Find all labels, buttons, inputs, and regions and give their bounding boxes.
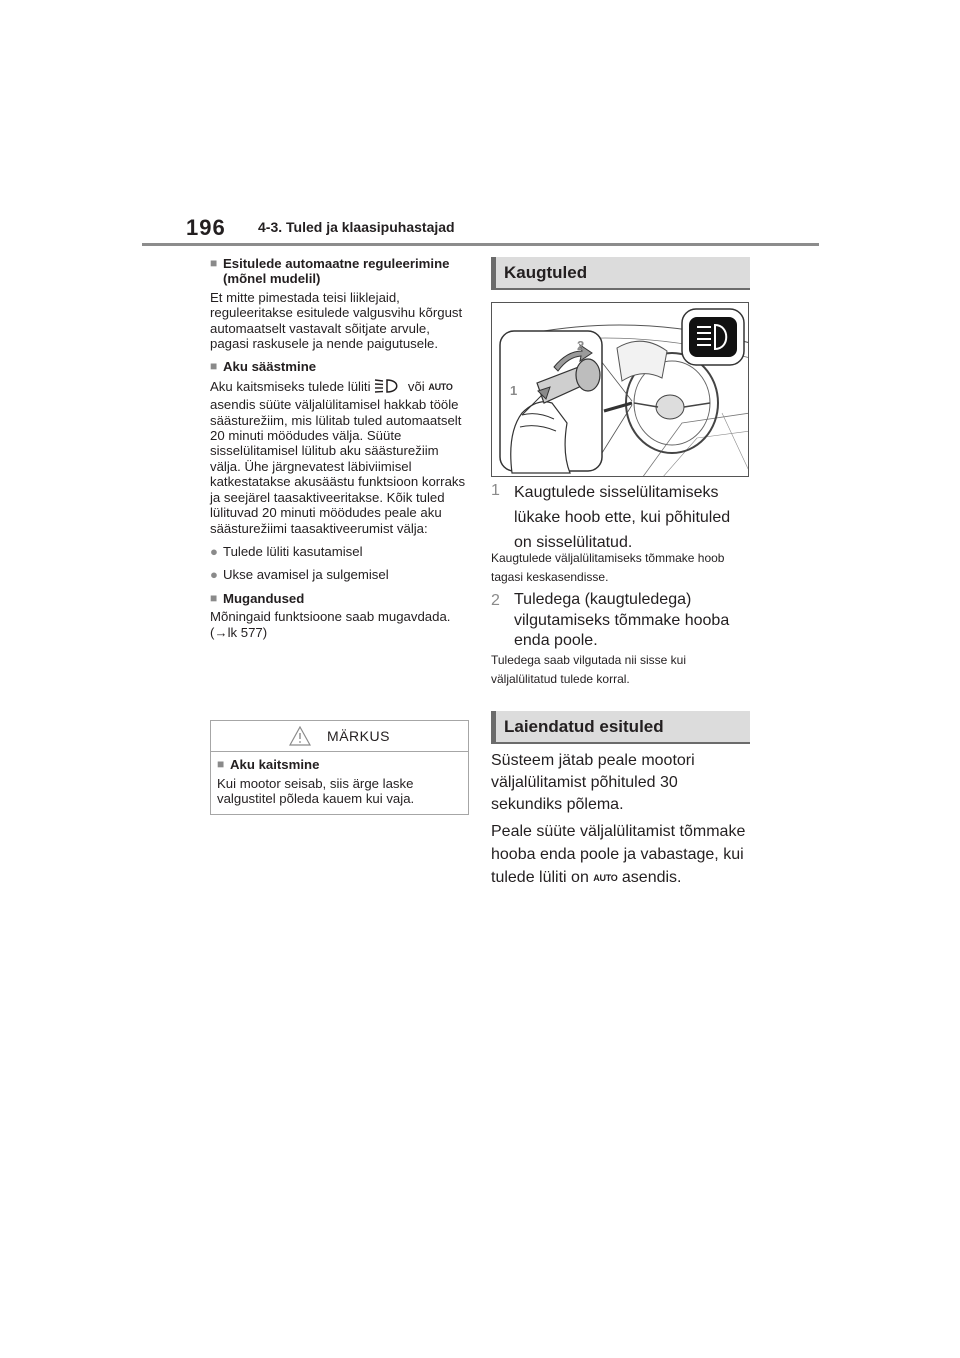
section-heading-headlight-leveling xyxy=(210,256,468,287)
square-bullet-icon: ■ xyxy=(217,757,225,771)
paragraph-text: Aku kaitsmiseks tulede lüliti xyxy=(210,378,371,394)
list-item-text: Tulede lüliti kasutamisel xyxy=(223,543,363,559)
step-1 xyxy=(491,480,751,555)
paragraph-text: Peale süüte väljalülitamist tõmmake hooba enda poole ja vabastage, kui tulede lüliti on xyxy=(491,823,746,886)
chapter-title: 4-3. Tuled ja klaasipuhastajad xyxy=(258,219,455,235)
step-text: Kaugtulede sisselülitamiseks lükake hoob ette, kui põhituled on sisselülitatud. xyxy=(514,484,731,551)
figure-label-2: 2 xyxy=(577,338,585,353)
section-band-high-beam: Kaugtuled xyxy=(491,257,750,290)
paragraph-text: asendis süüte väljalülitamisel hakkab tööle säästurežiim, mis lülitab tuled automaatselt 20 minuti möödudes välja. Süüte sisselülitamisel lülitub aku säästurežiim välja. Ühe järgnevatest läbiviimisel katkestatakse akusäästu funktsioon korraks ja seejärel taasaktiveeritakse. Kõik tuled lülituvad 20 minuti möödudes peale aku säästurežiimi taasaktiveerumist välja: xyxy=(210,397,466,536)
notice-header xyxy=(211,721,468,752)
square-bullet-icon: ■ xyxy=(210,359,218,374)
notice-subheading xyxy=(217,757,462,773)
square-bullet-icon: ■ xyxy=(210,590,218,605)
square-bullet-icon: ■ xyxy=(210,256,218,270)
warning-triangle-icon xyxy=(289,726,311,746)
paragraph xyxy=(491,820,753,890)
list-item xyxy=(210,544,468,559)
section-heading-customization xyxy=(210,591,468,606)
header-divider xyxy=(142,243,819,246)
round-bullet-icon: ● xyxy=(210,543,218,559)
list-item xyxy=(210,567,468,582)
step-number: 2 xyxy=(491,592,500,609)
paragraph xyxy=(210,378,468,536)
notice-title: MÄRKUS xyxy=(327,728,390,744)
page-number: 196 xyxy=(186,215,226,240)
notice-subheading-text: Aku kaitsmine xyxy=(230,757,320,772)
notice-box xyxy=(210,720,469,815)
step-number: 1 xyxy=(491,482,500,499)
step-note: Tuledega saab vilgutada nii sisse kui väljalülitatud tulede korral. xyxy=(491,653,687,686)
step-2 xyxy=(491,590,751,652)
notice-text: Kui mootor seisab, siis ärge laske valgustitel põleda kauem kui vaja. xyxy=(217,775,415,806)
list-item-text: Ukse avamisel ja sulgemisel xyxy=(223,567,389,583)
figure-label-1: 1 xyxy=(510,383,518,398)
paragraph: Süsteem jätab peale mootori väljalülitamist põhituled 30 sekundiks põlema. xyxy=(491,752,695,813)
section-band-extended-headlights: Laiendatud esituled xyxy=(491,711,750,744)
section-heading-text: Aku säästmine xyxy=(223,359,317,375)
notice-body xyxy=(211,752,468,812)
headlight-switch-icon xyxy=(374,378,404,397)
high-beam-lever-illustration xyxy=(491,302,749,477)
section-heading-text: Mugandused xyxy=(223,590,305,606)
round-bullet-icon: ● xyxy=(210,567,218,583)
step-text: Tuledega (kaugtuledega) vilgutamiseks tõmmake hooba enda poole. xyxy=(514,591,730,649)
section-heading-text: Esitulede automaatne reguleerimine (mõnel mudelil) xyxy=(223,256,450,287)
paragraph-page-reference[interactable]: Mõningaid funktsioone saab mugavdada. (→lk 577) xyxy=(210,609,451,640)
left-column xyxy=(210,256,468,640)
paragraph-text: või xyxy=(407,378,425,394)
auto-position-icon: AUTO xyxy=(428,381,453,392)
auto-position-icon: AUTO xyxy=(593,873,618,883)
section-heading-battery-saver xyxy=(210,359,468,374)
paragraph-text: asendis. xyxy=(621,869,682,886)
paragraph: Et mitte pimestada teisi liiklejaid, reguleeritakse esitulede valgusvihu kõrgust automaatselt vastavalt sõitjate arvule, pagasi raskusele ja nende paigutusele. xyxy=(210,289,463,352)
step-note: Kaugtulede väljalülitamiseks tõmmake hoob tagasi keskasendisse. xyxy=(491,551,725,584)
